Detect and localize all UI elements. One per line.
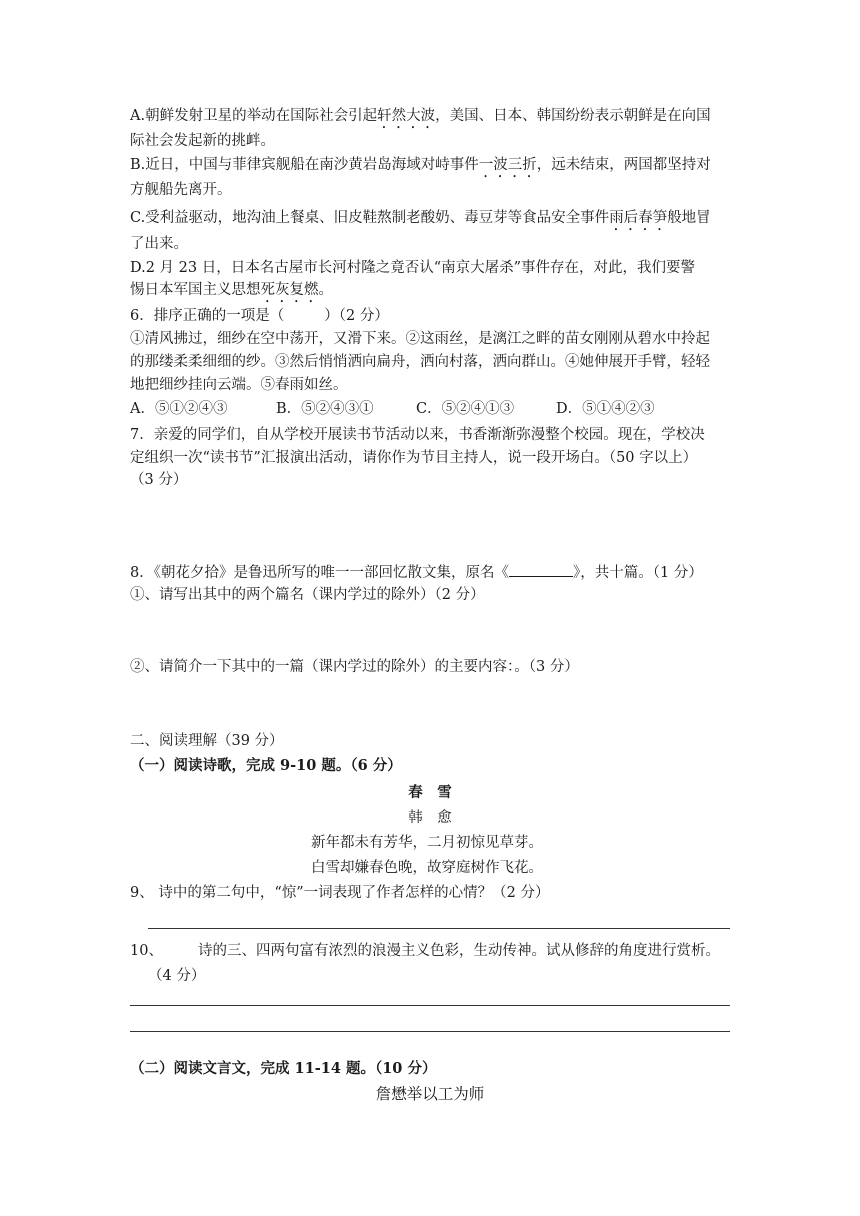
- q8-sub2: ②、请简介一下其中的一篇（课内学过的除外）的主要内容：。（3 分）: [130, 659, 579, 675]
- q5-option-c-line2: 了出来。: [130, 236, 188, 252]
- q6-option-a: A．⑤①②④③: [130, 401, 228, 417]
- q6-passage-line1: ①清风拂过，细纱在空中荡开，又滑下来。②这雨丝，是漓江之畔的苗女刚刚从碧水中拎起: [130, 331, 710, 347]
- q5-option-d-dotted-idiom: 死灰复燃: [260, 282, 319, 298]
- q8-sub1: ①、请写出其中的两个篇名（课内学过的除外）（2 分）: [130, 587, 485, 603]
- q10-stem-line2: （4 分）: [148, 968, 206, 984]
- poem-title: 春 雪: [408, 784, 452, 801]
- q8-stem: 8．《朝花夕拾》是鲁迅所写的唯一一部回忆散文集，原名《 》，共十篇。（1 分）: [130, 562, 703, 583]
- q5-option-b-line2: 方舰船先离开。: [130, 182, 232, 198]
- q5-option-b-line1: B.近日，中国与菲律宾舰船在南沙黄岩岛海域对峙事件一波三折，远未结束，两国都坚持对: [130, 157, 711, 173]
- section2-part2-heading: （二）阅读文言文，完成 11-14 题。（10 分）: [130, 1060, 437, 1077]
- q7-line3: （3 分）: [130, 472, 188, 488]
- q6-passage-line2: 的那缕柔柔细细的纱。③然后悄悄洒向扁舟，洒向村落，洒向群山。④她伸展开手臂，轻轻: [130, 354, 710, 370]
- section2-part1-heading: （一）阅读诗歌，完成 9-10 题。（6 分）: [130, 757, 402, 774]
- q5-option-b-dotted-idiom: 一波三折: [478, 157, 537, 173]
- q7-line2: 定组织一次“读书节”汇报演出活动，请你作为节目主持人，说一段开场白。（50 字以上）: [130, 450, 698, 466]
- q5-option-d-line1: D.2 月 23 日，日本名古屋市长河村隆之竟否认“南京大屠杀”事件存在，对此，我们要警: [130, 260, 696, 276]
- q5-option-d-line2: 惕日本军国主义思想死灰复燃。: [130, 282, 333, 298]
- q10-number: 10、: [130, 943, 163, 959]
- q6-option-b: B．⑤②④③①: [276, 401, 374, 417]
- poem-author: 韩 愈: [408, 810, 452, 826]
- q6-stem: 6．排序正确的一项是（ ）（2 分）: [130, 308, 389, 324]
- q7-line1: 7．亲爱的同学们，自从学校开展读书节活动以来，书香渐渐弥漫整个校园。现在，学校决: [130, 427, 705, 443]
- poem-line1: 新年都未有芳华，二月初惊见草芽。: [311, 835, 543, 851]
- q8-title-blank[interactable]: [509, 562, 573, 577]
- q5-option-c-dotted-idiom: 雨后春笋: [609, 210, 668, 226]
- q10-answer-line2[interactable]: [130, 1031, 730, 1032]
- q5-option-c-line1: C.受利益驱动，地沟油上餐桌、旧皮鞋熬制老酸奶、毒豆芽等食品安全事件雨后春笋般地冒: [130, 210, 711, 226]
- q9-stem: 9、 诗中的第二句中，“惊”一词表现了作者怎样的心情？（2 分）: [130, 885, 550, 901]
- q6-option-c: C．⑤②④①③: [416, 401, 515, 417]
- q5-option-a-line2: 际社会发起新的挑衅。: [130, 133, 275, 149]
- q9-answer-line[interactable]: [148, 928, 730, 929]
- poem-line2: 白雪却嫌春色晚，故穿庭树作飞花。: [311, 860, 543, 876]
- q5-option-a-dotted-idiom: 轩然大波: [377, 108, 436, 124]
- q5-option-a-line1: A.朝鲜发射卫星的举动在国际社会引起轩然大波，美国、日本、韩国纷纷表示朝鲜是在向国: [130, 108, 711, 124]
- classical-text-title: 詹懋举以工为师: [375, 1085, 485, 1103]
- q6-passage-line3: 地把细纱挂向云端。⑤春雨如丝。: [130, 377, 348, 393]
- section2-title: 二、阅读理解（39 分）: [130, 733, 284, 749]
- q10-stem-line1: 诗的三、四两句富有浓烈的浪漫主义色彩，生动传神。试从修辞的角度进行赏析。: [198, 943, 720, 959]
- q10-answer-line1[interactable]: [130, 1005, 730, 1006]
- q6-option-d: D．⑤①④②③: [556, 401, 655, 417]
